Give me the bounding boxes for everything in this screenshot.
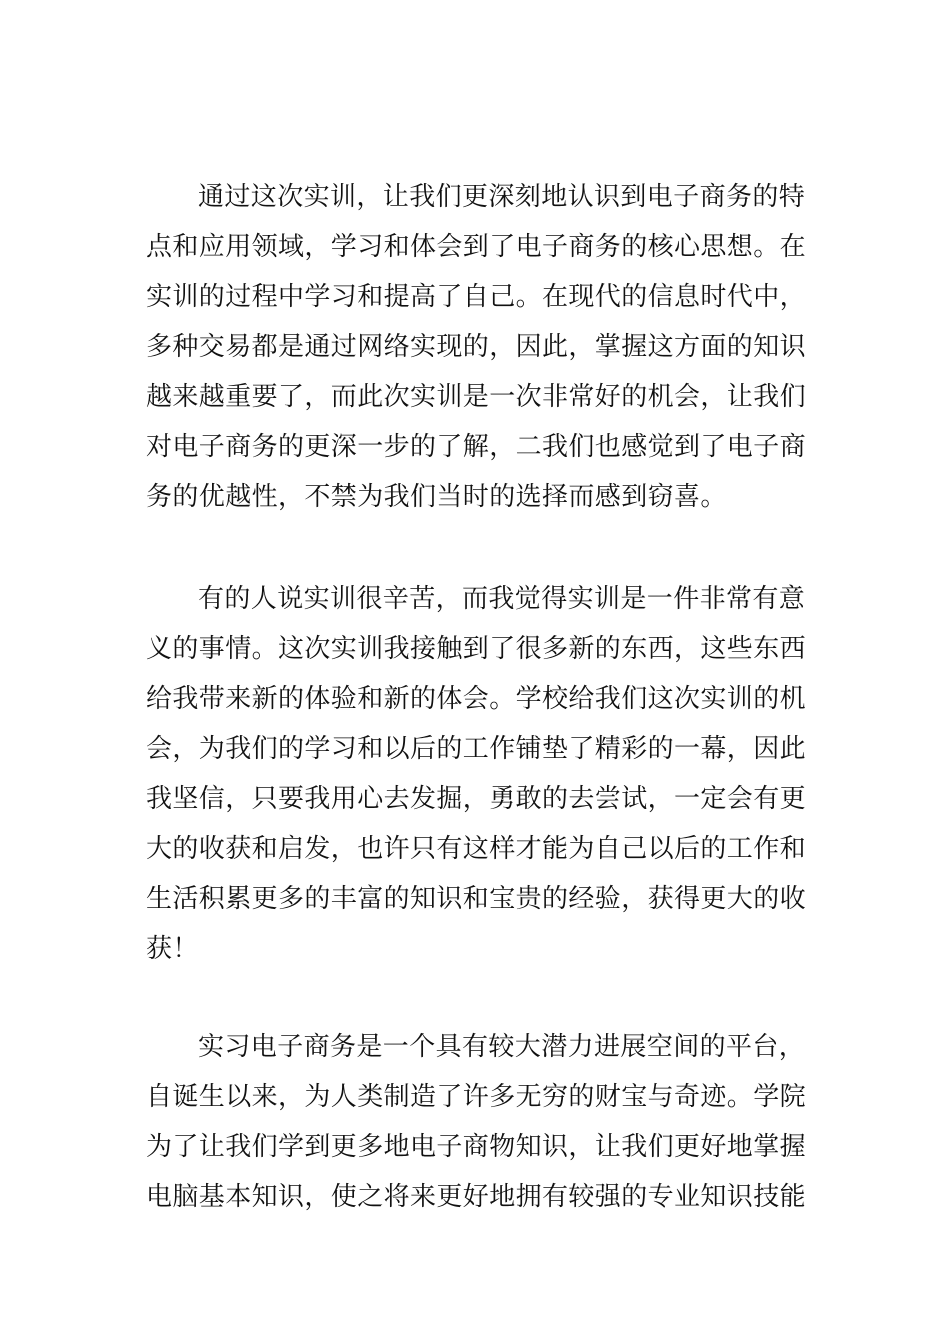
- paragraph-line: 实习电子商务是一个具有较大潜力进展空间的平台，: [198, 1032, 806, 1062]
- paragraph-line: 生活积累更多的丰富的知识和宝贵的经验，获得更大的收: [146, 884, 807, 914]
- paragraph-line: 为了让我们学到更多地电子商物知识，让我们更好地掌握: [146, 1132, 807, 1162]
- paragraph-line: 大的收获和启发，也许只有这样才能为自己以后的工作和: [146, 834, 807, 864]
- paragraph-line: 自诞生以来，为人类制造了许多无穷的财宝与奇迹。学院: [146, 1082, 807, 1112]
- paragraph-3: [146, 1022, 810, 1222]
- paragraph-line: 电脑基本知识，使之将来更好地拥有较强的专业知识技能: [146, 1182, 807, 1212]
- paragraph-line: 点和应用领域，学习和体会到了电子商务的核心思想。在: [146, 232, 807, 262]
- paragraph-line: 越来越重要了，而此次实训是一次非常好的机会，让我们: [146, 382, 807, 412]
- paragraph-line: 务的优越性，不禁为我们当时的选择而感到窃喜。: [146, 482, 727, 512]
- paragraph-line: 实训的过程中学习和提高了自己。在现代的信息时代中，: [146, 282, 807, 312]
- paragraph-line: 通过这次实训，让我们更深刻地认识到电子商务的特: [198, 182, 806, 212]
- paragraph-line: 有的人说实训很辛苦，而我觉得实训是一件非常有意: [198, 584, 806, 614]
- paragraph-line: 会，为我们的学习和以后的工作铺垫了精彩的一幕，因此: [146, 734, 807, 764]
- paragraph-line: 获！: [146, 934, 199, 964]
- paragraph-line: 义的事情。这次实训我接触到了很多新的东西，这些东西: [146, 634, 807, 664]
- paragraph-1: [146, 172, 810, 522]
- paragraph-line: 我坚信，只要我用心去发掘，勇敢的去尝试，一定会有更: [146, 784, 807, 814]
- paragraph-line: 多种交易都是通过网络实现的，因此，掌握这方面的知识: [146, 332, 807, 362]
- paragraph-line: 给我带来新的体验和新的体会。学校给我们这次实训的机: [146, 684, 807, 714]
- paragraph-line: 对电子商务的更深一步的了解，二我们也感觉到了电子商: [146, 432, 807, 462]
- paragraph-2: [146, 574, 810, 974]
